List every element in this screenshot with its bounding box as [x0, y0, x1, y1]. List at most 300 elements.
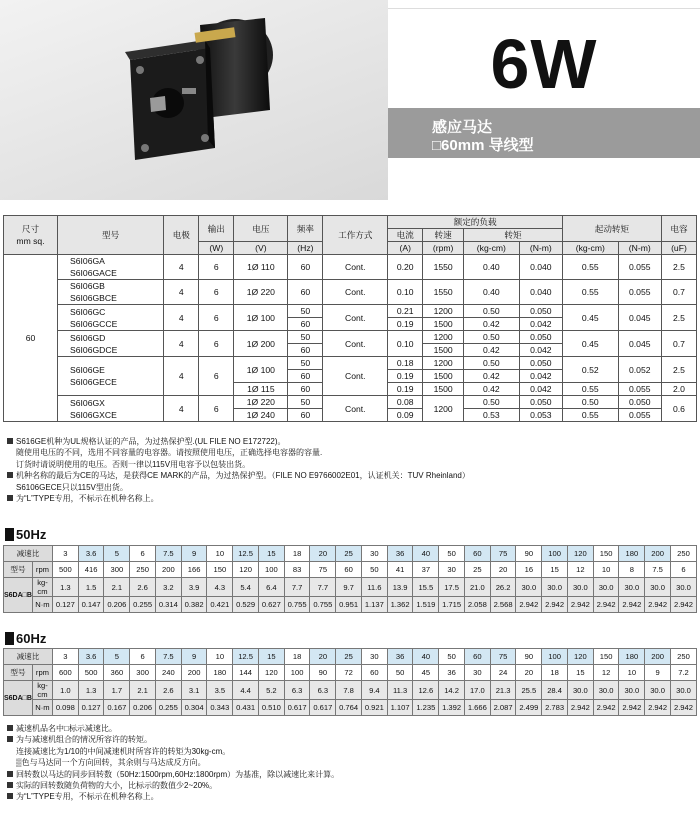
gear-table-50hz	[3, 545, 697, 613]
note-text: 为“L”TYPE专用，不标示在机种名称上。	[16, 792, 159, 802]
kg-value: 17.5	[439, 578, 465, 597]
nm-value: 2.087	[490, 700, 516, 716]
kg-value: 1.3	[52, 578, 78, 597]
ratio-value: 60	[464, 546, 490, 562]
model-name: S6I06GX	[70, 397, 105, 408]
pole-cell: 4	[164, 357, 199, 396]
ratio-value: 200	[645, 649, 671, 665]
section-60hz-title: 60Hz	[16, 631, 47, 646]
nm-value: 2.058	[464, 597, 490, 613]
rpm-value: 200	[155, 562, 181, 578]
rpm-value: 30	[464, 665, 490, 681]
kg-value: 7.8	[336, 681, 362, 700]
nm-label: N·m	[32, 700, 52, 716]
rpm-value: 50	[361, 562, 387, 578]
kg-value: 3.1	[181, 681, 207, 700]
model-name: S6I06GE	[70, 365, 105, 375]
note-text: ▒色与马达同一个方向回转，其余则与马达成反方向。	[16, 758, 206, 768]
ratio-value: 75	[490, 546, 516, 562]
mode-cell: Cont.	[323, 331, 388, 357]
ratio-value: 3.6	[78, 649, 104, 665]
nm-value: 0.147	[78, 597, 104, 613]
cap-cell: 0.7	[661, 331, 696, 357]
bullet-icon	[7, 495, 13, 501]
rpm-value: 30	[439, 562, 465, 578]
rpm-value: 10	[593, 562, 619, 578]
rpm-value: 41	[387, 562, 413, 578]
freq-cell: 50	[288, 305, 323, 318]
rpm-value: 7.2	[670, 665, 696, 681]
ratio-value: 12.5	[233, 546, 259, 562]
rpm-value: 600	[52, 665, 78, 681]
note-line	[7, 470, 470, 481]
kg-value: 3.2	[155, 578, 181, 597]
pole-cell: 4	[164, 331, 199, 357]
note-line	[7, 780, 339, 791]
kg-value: 30.0	[670, 578, 696, 597]
nm-value: 0.627	[258, 597, 284, 613]
kg-value: 30.0	[542, 578, 568, 597]
note-text: 减速机品名中□标示减速比。	[16, 724, 117, 733]
skg-cell: 0.45	[562, 331, 618, 357]
freq-cell: 60	[288, 383, 323, 396]
model-name: S6I06GCCE	[70, 318, 118, 329]
ratio-value: 20	[310, 546, 336, 562]
bullet-icon	[7, 736, 13, 742]
ratio-value: 5	[104, 649, 130, 665]
ratio-value: 3.6	[78, 546, 104, 562]
nm-value: 0.304	[181, 700, 207, 716]
rpm-value: 45	[413, 665, 439, 681]
ratio-value: 90	[516, 546, 542, 562]
output-cell: 6	[199, 305, 234, 331]
rpm-value: 20	[490, 562, 516, 578]
ratio-value: 6	[130, 546, 156, 562]
note-text: 实际的回转数随负荷物的大小，比标示的数值少2~20%。	[16, 781, 218, 791]
unit-header: (V)	[234, 242, 288, 255]
output-cell: 6	[199, 357, 234, 396]
rpm-value: 6	[670, 562, 696, 578]
voltage-cell: 1Ø 115	[234, 383, 288, 396]
rpm-value: 10	[619, 665, 645, 681]
kg-value: 11.6	[361, 578, 387, 597]
output-cell: 6	[199, 255, 234, 280]
bullet-icon	[7, 771, 13, 777]
freq-cell: 60	[288, 370, 323, 383]
ratio-value: 15	[258, 546, 284, 562]
nm-value: 2.942	[670, 700, 696, 716]
title-band	[388, 108, 700, 158]
freq-cell: 60	[288, 255, 323, 280]
kg-value: 6.4	[258, 578, 284, 597]
ratio-value: 40	[413, 546, 439, 562]
model-cell	[58, 357, 164, 396]
note-line	[7, 493, 470, 504]
kg-value: 9.7	[336, 578, 362, 597]
kg-value: 12.6	[413, 681, 439, 700]
nm-value: 1.107	[387, 700, 413, 716]
size-header-label: 尺寸	[21, 224, 40, 234]
nm-value: 0.206	[130, 700, 156, 716]
kg-value: 21.0	[464, 578, 490, 597]
nm-value: 0.127	[52, 597, 78, 613]
kg-value: 25.5	[516, 681, 542, 700]
speed-cell: 1200	[423, 305, 464, 318]
tnm-cell: 0.042	[519, 383, 562, 396]
output-cell: 6	[199, 396, 234, 422]
nm-value: 2.942	[619, 597, 645, 613]
speed-cell: 1550	[423, 280, 464, 305]
rpm-value: 15	[542, 562, 568, 578]
gear-model-name: S6DA□B	[4, 578, 33, 613]
tkg-cell: 0.42	[464, 318, 520, 331]
ratio-value: 5	[104, 546, 130, 562]
nm-value: 0.127	[78, 700, 104, 716]
model-name: S6I06GA	[70, 256, 105, 266]
bullet-icon	[7, 438, 13, 444]
ratio-value: 7.5	[155, 546, 181, 562]
unit-header: (W)	[199, 242, 234, 255]
freq-cell: 60	[288, 344, 323, 357]
pole-cell: 4	[164, 305, 199, 331]
rpm-value: 500	[78, 665, 104, 681]
nm-value: 0.382	[181, 597, 207, 613]
start-header: 起动转矩	[562, 216, 661, 242]
model-cell	[58, 396, 164, 422]
speed-cell: 1500	[423, 383, 464, 396]
voltage-header: 电压	[234, 216, 288, 242]
cap-cell: 2.5	[661, 305, 696, 331]
rpm-value: 18	[542, 665, 568, 681]
model-name: S6I06GACE	[70, 268, 117, 278]
nm-value: 0.617	[310, 700, 336, 716]
kg-value: 5.2	[258, 681, 284, 700]
nm-value: 0.255	[130, 597, 156, 613]
ratio-value: 6	[130, 649, 156, 665]
rpm-value: 36	[439, 665, 465, 681]
rpm-value: 20	[516, 665, 542, 681]
nm-value: 1.715	[439, 597, 465, 613]
tkg-cell: 0.40	[464, 255, 520, 280]
ratio-value: 250	[670, 649, 696, 665]
speed-header: 转速	[423, 229, 464, 242]
voltage-cell: 1Ø 110	[234, 255, 288, 280]
nm-value: 1.362	[387, 597, 413, 613]
rpm-value: 300	[130, 665, 156, 681]
note-line	[7, 482, 470, 493]
hero	[0, 0, 700, 200]
ratio-value: 18	[284, 546, 310, 562]
nm-value: 0.617	[284, 700, 310, 716]
pole-cell: 4	[164, 280, 199, 305]
kg-value: 15.5	[413, 578, 439, 597]
rpm-value: 72	[336, 665, 362, 681]
motor-image	[0, 0, 388, 200]
pole-header: 电极	[164, 216, 199, 255]
nm-value: 0.529	[233, 597, 259, 613]
note-text: 订货时请说明使用的电压。否则一律以115V用电容予以包装出货。	[16, 459, 251, 469]
bullet-icon	[7, 472, 13, 478]
nm-value: 0.314	[155, 597, 181, 613]
cap-cell: 2.0	[661, 383, 696, 396]
kg-value: 2.1	[104, 578, 130, 597]
kg-value: 26.2	[490, 578, 516, 597]
nm-value: 0.167	[104, 700, 130, 716]
model-label: 型号	[4, 665, 33, 681]
kg-value: 9.4	[361, 681, 387, 700]
tnm-cell: 0.042	[519, 370, 562, 383]
nm-value: 0.206	[104, 597, 130, 613]
speed-cell: 1200	[423, 357, 464, 370]
section-60hz	[5, 631, 46, 646]
ratio-value: 150	[593, 649, 619, 665]
tnm-cell: 0.050	[519, 396, 562, 409]
freq-cell: 60	[288, 409, 323, 422]
note-text: 回转数以马达的同步回转数（50Hz:1500rpm,60Hz:1800rpm）为基准，除以减速比来计算。	[16, 769, 340, 779]
ratio-value: 7.5	[155, 649, 181, 665]
ratio-value: 30	[361, 649, 387, 665]
nm-value: 0.255	[155, 700, 181, 716]
model-cell	[58, 280, 164, 305]
voltage-cell: 1Ø 220	[234, 396, 288, 409]
note-text: 为与减速机组合的情况所容许的转矩。	[16, 735, 152, 745]
nm-value: 2.942	[567, 597, 593, 613]
tkg-cell: 0.42	[464, 370, 520, 383]
nm-value: 1.666	[464, 700, 490, 716]
kg-value: 30.0	[645, 578, 671, 597]
nm-value: 2.942	[542, 597, 568, 613]
rpm-value: 144	[233, 665, 259, 681]
kg-value: 3.9	[181, 578, 207, 597]
freq-header: 频率	[288, 216, 323, 242]
skg-cell: 0.55	[562, 280, 618, 305]
spec-table	[3, 215, 697, 422]
tkg-cell: 0.50	[464, 331, 520, 344]
rpm-value: 90	[310, 665, 336, 681]
current-cell: 0.09	[388, 409, 423, 422]
model-cell	[58, 331, 164, 357]
rpm-value: 60	[361, 665, 387, 681]
kg-value: 30.0	[670, 681, 696, 700]
tnm-cell: 0.050	[519, 305, 562, 318]
skg-cell: 0.52	[562, 357, 618, 383]
current-cell: 0.08	[388, 396, 423, 409]
rated-header: 额定的负载	[388, 216, 563, 229]
tkg-cell: 0.40	[464, 280, 520, 305]
ratio-value: 150	[593, 546, 619, 562]
nm-label: N·m	[32, 597, 52, 613]
kg-value: 1.0	[52, 681, 78, 700]
freq-cell: 50	[288, 357, 323, 370]
nm-value: 2.499	[516, 700, 542, 716]
kg-value: 14.2	[439, 681, 465, 700]
note-text: S6106GECE只以115V型出货。	[16, 482, 128, 492]
gear-model-name: S6DA□B	[4, 681, 33, 716]
skg-cell: 0.50	[562, 396, 618, 409]
rpm-value: 12	[567, 562, 593, 578]
cap-header: 电容	[661, 216, 696, 242]
ratio-value: 75	[490, 649, 516, 665]
kg-value: 4.3	[207, 578, 233, 597]
kg-value: 2.1	[130, 681, 156, 700]
rpm-label: rpm	[32, 665, 52, 681]
product-frame: □60mm 导线型	[432, 137, 534, 154]
speed-cell: 1200	[423, 396, 464, 422]
speed-cell: 1500	[423, 318, 464, 331]
model-name: S6I06GD	[70, 332, 106, 343]
voltage-cell: 1Ø 200	[234, 331, 288, 357]
nm-value: 2.942	[645, 700, 671, 716]
rpm-label: rpm	[32, 562, 52, 578]
section-marker	[5, 632, 14, 645]
ratio-value: 25	[336, 649, 362, 665]
kg-value: 30.0	[619, 578, 645, 597]
spec-notes	[7, 436, 470, 504]
cap-cell: 0.7	[661, 280, 696, 305]
tnm-cell: 0.053	[519, 409, 562, 422]
ratio-value: 3	[52, 546, 78, 562]
tnm-cell: 0.050	[519, 331, 562, 344]
rpm-value: 300	[104, 562, 130, 578]
rpm-value: 25	[464, 562, 490, 578]
voltage-cell: 1Ø 100	[234, 305, 288, 331]
snm-cell: 0.055	[618, 255, 661, 280]
snm-cell: 0.045	[618, 331, 661, 357]
note-text: S616GE机种为UL规格认证的产品，为过热保护型.(UL FILE NO E172722)。	[16, 437, 286, 446]
cap-cell: 2.5	[661, 357, 696, 383]
kg-value: 6.3	[284, 681, 310, 700]
ratio-value: 250	[670, 546, 696, 562]
kg-value: 30.0	[567, 681, 593, 700]
mode-header: 工作方式	[323, 216, 388, 255]
model-name: S6I06GDCE	[70, 344, 118, 355]
current-cell: 0.10	[388, 280, 423, 305]
rpm-value: 166	[181, 562, 207, 578]
kg-value: 7.7	[310, 578, 336, 597]
cap-cell: 2.5	[661, 255, 696, 280]
snm-cell: 0.052	[618, 357, 661, 383]
speed-cell: 1500	[423, 370, 464, 383]
nm-value: 2.942	[567, 700, 593, 716]
note-line	[7, 757, 339, 768]
nm-value: 0.343	[207, 700, 233, 716]
current-cell: 0.10	[388, 331, 423, 357]
ratio-value: 20	[310, 649, 336, 665]
note-text: 连接减速比为1/10的中间减速机时所容许的转矩为30kg-cm。	[16, 746, 231, 756]
power-rating: 6W	[388, 8, 700, 118]
mode-cell: Cont.	[323, 305, 388, 331]
current-cell: 0.18	[388, 357, 423, 370]
ratio-value: 100	[542, 649, 568, 665]
model-name: S6I06GECE	[70, 377, 117, 387]
ratio-value: 180	[619, 546, 645, 562]
skg-cell: 0.55	[562, 383, 618, 396]
kg-value: 30.0	[516, 578, 542, 597]
freq-cell: 50	[288, 396, 323, 409]
note-text: 机种名称的最后为CE的马达，是获得CE MARK的产品，为过热保护型。（FILE NO E9766002E01，认证机关：TUV Rheinland）	[16, 471, 470, 481]
gear-notes	[7, 723, 339, 803]
note-line	[7, 436, 470, 447]
kg-value: 1.3	[78, 681, 104, 700]
rpm-value: 16	[516, 562, 542, 578]
size-header-unit: mm sq.	[16, 236, 45, 246]
tkg-cell: 0.50	[464, 396, 520, 409]
snm-cell: 0.055	[618, 409, 661, 422]
ratio-value: 50	[439, 649, 465, 665]
rpm-value: 50	[387, 665, 413, 681]
section-50hz	[5, 527, 46, 542]
model-name: S6I06GB	[70, 281, 105, 291]
nm-value: 0.921	[361, 700, 387, 716]
kg-value: 1.5	[78, 578, 104, 597]
rpm-value: 416	[78, 562, 104, 578]
unit-header: (rpm)	[423, 242, 464, 255]
rpm-value: 37	[413, 562, 439, 578]
tnm-cell: 0.042	[519, 318, 562, 331]
speed-cell: 1500	[423, 344, 464, 357]
section-marker	[5, 528, 14, 541]
note-line	[7, 769, 339, 780]
ratio-value: 60	[464, 649, 490, 665]
snm-cell: 0.055	[618, 280, 661, 305]
model-label: 型号	[4, 562, 33, 578]
nm-value: 0.421	[207, 597, 233, 613]
hero-panel	[388, 0, 700, 200]
current-cell: 0.19	[388, 318, 423, 331]
skg-cell: 0.55	[562, 409, 618, 422]
kg-label: kg-cm	[32, 578, 52, 597]
tkg-cell: 0.42	[464, 383, 520, 396]
tkg-cell: 0.53	[464, 409, 520, 422]
nm-value: 0.510	[258, 700, 284, 716]
model-header: 型号	[58, 216, 164, 255]
kg-value: 6.3	[310, 681, 336, 700]
nm-value: 0.951	[336, 597, 362, 613]
speed-cell: 1200	[423, 331, 464, 344]
nm-value: 1.137	[361, 597, 387, 613]
tkg-cell: 0.42	[464, 344, 520, 357]
nm-value: 2.783	[542, 700, 568, 716]
model-cell	[58, 255, 164, 280]
model-name: S6I06GBCE	[70, 293, 117, 303]
cap-cell: 0.6	[661, 396, 696, 422]
output-cell: 6	[199, 280, 234, 305]
nm-value: 0.764	[336, 700, 362, 716]
current-cell: 0.19	[388, 370, 423, 383]
note-line	[7, 791, 339, 802]
ratio-label: 减速比	[4, 649, 53, 665]
ratio-value: 30	[361, 546, 387, 562]
mode-cell: Cont.	[323, 280, 388, 305]
kg-value: 30.0	[567, 578, 593, 597]
kg-value: 28.4	[542, 681, 568, 700]
rpm-value: 15	[567, 665, 593, 681]
ratio-value: 10	[207, 649, 233, 665]
rpm-value: 83	[284, 562, 310, 578]
rpm-value: 250	[130, 562, 156, 578]
rpm-value: 240	[155, 665, 181, 681]
nm-value: 2.942	[645, 597, 671, 613]
rpm-value: 120	[233, 562, 259, 578]
note-line	[7, 734, 339, 745]
nm-value: 2.942	[516, 597, 542, 613]
unit-header: (N-m)	[618, 242, 661, 255]
skg-cell: 0.45	[562, 305, 618, 331]
nm-value: 2.942	[619, 700, 645, 716]
ratio-value: 12.5	[233, 649, 259, 665]
tkg-cell: 0.50	[464, 357, 520, 370]
note-line	[7, 723, 339, 734]
